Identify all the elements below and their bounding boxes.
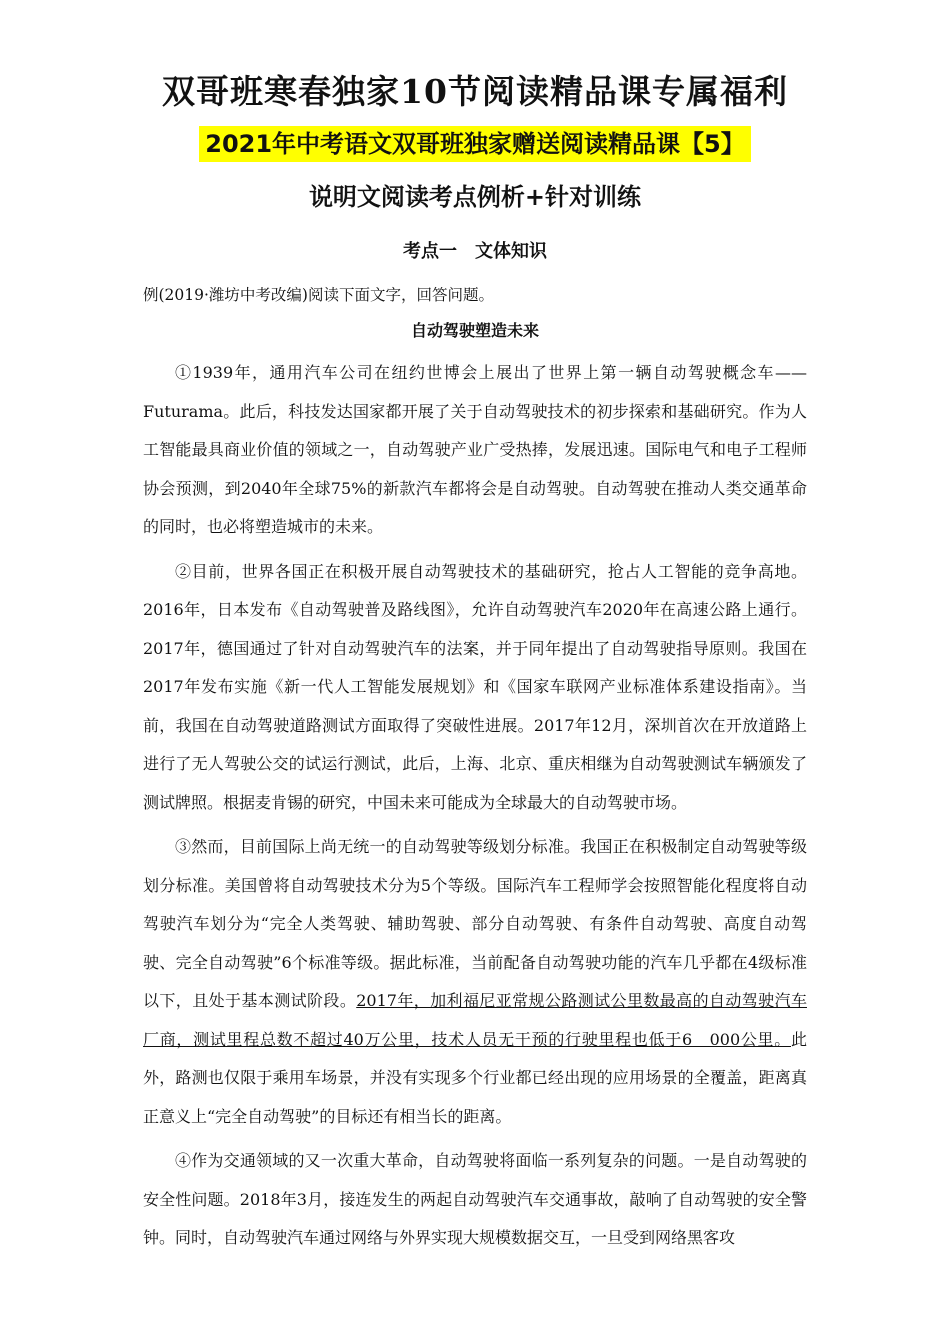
section-subtitle: 说明文阅读考点例析+针对训练: [308, 183, 642, 211]
underlined-sentence: 2017年，加利福尼亚常规公路测试公里数最高的自动驾驶汽车厂商，测试里程总数不超过40万公里，技术人员无干预的行驶里程也低于6 000公里。: [143, 991, 807, 1049]
article-paragraph-1: ①1939年，通用汽车公司在纽约世博会上展出了世界上第一辆自动驾驶概念车——Futurama。此后，科技发达国家都开展了关于自动驾驶技术的初步探索和基础研究。作为人工智能最具商业价值的领域之一，自动驾驶产业广受热捧，发展迅速。国际电气和电子工程师协会预测，到2040年全球75%的新款汽车都将会是自动驾驶。自动驾驶在推动人类交通革命的同时，也必将塑造城市的未来。: [143, 363, 807, 536]
exam-point-heading: [143, 240, 807, 264]
main-title: 双哥班寒春独家10节阅读精品课专属福利: [162, 72, 788, 111]
highlight-banner: 2021年中考语文双哥班独家赠送阅读精品课【5】: [199, 126, 751, 162]
banner-wrap: [143, 126, 807, 162]
article-title: 自动驾驶塑造未来: [410, 321, 539, 340]
exam-point-name: 文体知识: [475, 241, 547, 262]
article-paragraph-3: [143, 828, 807, 1136]
paragraph-3-part-a: ③然而，目前国际上尚无统一的自动驾驶等级划分标准。我国正在积极制定自动驾驶等级划分标准。美国曾将自动驾驶技术分为5个等级。国际汽车工程师学会按照智能化程度将自动驾驶汽车划分为“完全人类驾驶、辅助驾驶、部分自动驾驶、有条件自动驾驶、高度自动驾驶、完全自动驾驶”6个标准等级。据此标准，当前配备自动驾驶功能的汽车几乎都在4级标准以下，且处于基本测试阶段。: [143, 837, 807, 1010]
paragraph-3-part-b: 此外，路测也仅限于乘用车场景，并没有实现多个行业都已经出现的应用场景的全覆盖，距离真正意义上“完全自动驾驶”的目标还有相当长的距离。: [143, 1029, 807, 1126]
example-intro: 例(2019·潍坊中考改编)阅读下面文字，回答问题。: [143, 286, 494, 304]
article-paragraph-2: ②目前，世界各国正在积极开展自动驾驶技术的基础研究，抢占人工智能的竞争高地。2016年，日本发布《自动驾驶普及路线图》，允许自动驾驶汽车2020年在高速公路上通行。2017年，德国通过了针对自动驾驶汽车的法案，并于同年提出了自动驾驶指导原则。我国在2017年发布实施《新一代人工智能发展规划》和《国家车联网产业标准体系建设指南》。当前，我国在自动驾驶道路测试方面取得了突破性进展。2017年12月，深圳首次在开放道路上进行了无人驾驶公交的试运行测试，此后，上海、北京、重庆相继为自动驾驶测试车辆颁发了测试牌照。根据麦肯锡的研究，中国未来可能成为全球最大的自动驾驶市场。: [143, 561, 807, 812]
article-paragraph-4: ④作为交通领域的又一次重大革命，自动驾驶将面临一系列复杂的问题。一是自动驾驶的安全性问题。2018年3月，接连发生的两起自动驾驶汽车交通事故，敲响了自动驾驶的安全警钟。同时，自动驾驶汽车通过网络与外界实现大规模数据交互，一旦受到网络黑客攻: [143, 1151, 807, 1247]
exam-point-label: 考点一: [403, 241, 457, 262]
